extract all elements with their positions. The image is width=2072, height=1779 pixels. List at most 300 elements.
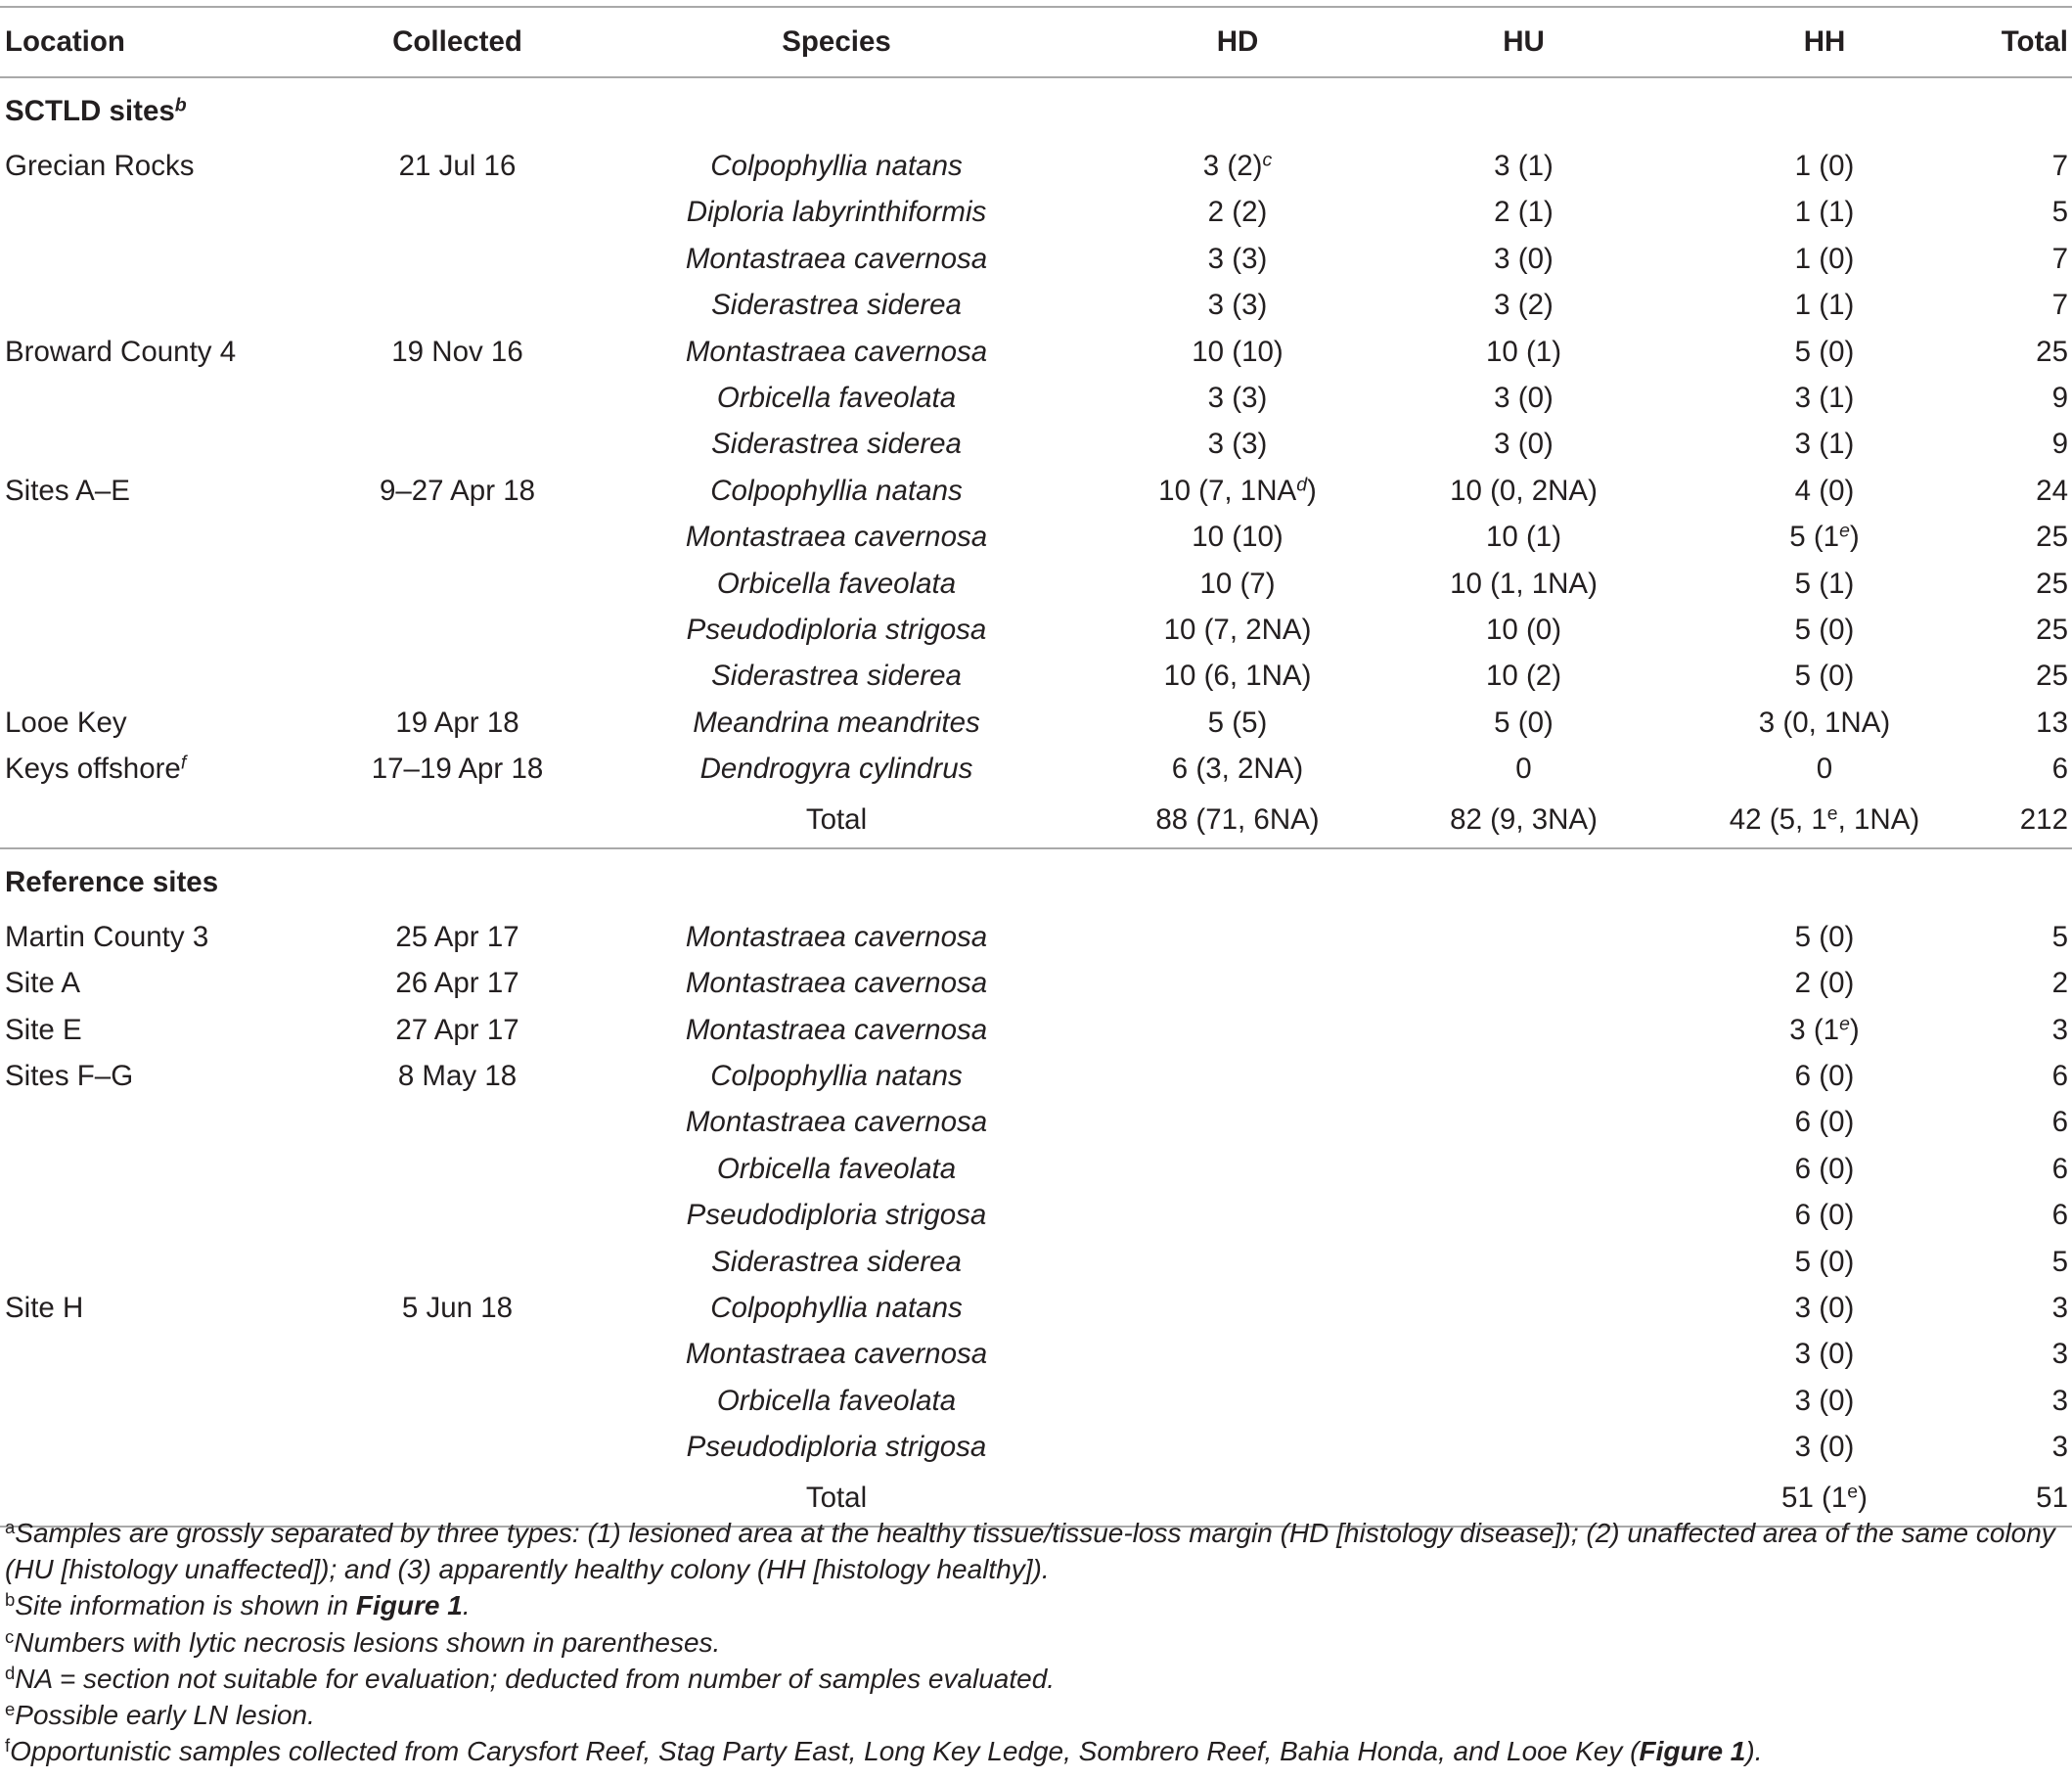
cell-species: [582, 421, 1091, 467]
cell-hu: [1384, 236, 1663, 282]
table-row: [0, 607, 2072, 653]
cell-collected: [333, 1285, 582, 1331]
cell-hh-text: 3 (1): [1794, 382, 1855, 415]
cell-hh: [1663, 793, 1986, 848]
cell-hu: [1384, 189, 1663, 235]
cell-location: [0, 375, 333, 421]
cell-hd: [1091, 468, 1384, 514]
cell-total: [1986, 1331, 2072, 1377]
cell-hu-text: 3 (0): [1494, 428, 1554, 461]
cell-hu: [1384, 421, 1663, 467]
cell-total-text: 5: [2051, 1245, 2068, 1278]
cell-hd-text: 10 (10): [1192, 335, 1284, 368]
cell-location-text: Looe Key: [5, 706, 127, 739]
footnote-marker: e: [1839, 1012, 1850, 1034]
cell-hh: [1663, 236, 1986, 282]
cell-species: [582, 700, 1091, 746]
cell-total: [1986, 1239, 2072, 1285]
cell-total-label-text: Total: [805, 802, 868, 836]
cell-hh-text: 3 (0): [1794, 1384, 1855, 1417]
cell-location: [0, 1424, 333, 1470]
cell-hh: [1663, 653, 1986, 699]
cell-total: [1986, 1378, 2072, 1424]
cell-hu: [1384, 1378, 1663, 1424]
cell-total: [1986, 468, 2072, 514]
cell-collected: [333, 514, 582, 560]
cell-species-text: Montastraea cavernosa: [685, 335, 988, 368]
cell-hh-text: 5 (0): [1794, 614, 1855, 647]
footnote-text: ).: [1745, 1736, 1763, 1767]
cell-hh-text: 5 (1: [1789, 521, 1840, 554]
cell-species: [582, 1424, 1091, 1470]
cell-species: [582, 1285, 1091, 1331]
cell-hu-text: 10 (1, 1NA): [1450, 567, 1598, 600]
cell-hd: [1091, 746, 1384, 792]
cell-location: [0, 1285, 333, 1331]
figure-reference: Figure 1: [355, 1590, 463, 1621]
table-row: [0, 746, 2072, 792]
cell-species-text: Colpophyllia natans: [710, 1059, 963, 1092]
cell-species-text: Meandrina meandrites: [693, 706, 980, 739]
cell-collected: [333, 1007, 582, 1053]
cell-hh: [1663, 1285, 1986, 1331]
cell-hd: [1091, 1192, 1384, 1238]
section-title: [0, 848, 2072, 914]
cell-species-text: Siderastrea siderea: [711, 660, 962, 693]
cell-hu: [1384, 1239, 1663, 1285]
cell-location: [0, 746, 333, 792]
cell-species-text: Pseudodiploria strigosa: [686, 614, 987, 647]
header-row: [0, 7, 2072, 77]
cell-collected: [333, 793, 582, 848]
cell-total-text: 3: [2051, 1338, 2068, 1371]
cell-collected-text: 27 Apr 17: [395, 1013, 519, 1046]
table-footnotes: [5, 1515, 2069, 1769]
cell-total: [1986, 1146, 2072, 1192]
header-hd: HD: [1091, 7, 1384, 77]
cell-hd: [1091, 329, 1384, 375]
cell-hh: [1663, 1146, 1986, 1192]
cell-collected: [333, 561, 582, 607]
cell-location-text: Broward County 4: [5, 335, 237, 368]
cell-hu-text: 5 (0): [1494, 706, 1554, 739]
cell-total-text: 25: [2036, 614, 2068, 647]
cell-hu: [1384, 1285, 1663, 1331]
cell-collected: [333, 1378, 582, 1424]
cell-total: [1986, 607, 2072, 653]
cell-species-text: Montastraea cavernosa: [685, 242, 988, 275]
cell-species: [582, 1239, 1091, 1285]
cell-total-text: 7: [2051, 289, 2068, 322]
cell-location-text: Grecian Rocks: [5, 150, 195, 182]
cell-total-text: 6: [2051, 1152, 2068, 1185]
header-collected: Collected: [333, 7, 582, 77]
cell-collected: [333, 1192, 582, 1238]
cell-collected: [333, 1146, 582, 1192]
cell-hu-text: 3 (1): [1494, 150, 1554, 182]
cell-total: [1986, 514, 2072, 560]
cell-hd: [1091, 700, 1384, 746]
cell-hu: [1384, 1053, 1663, 1099]
footnote-text: NA = section not suitable for evaluation; deducted from number of samples evaluated.: [15, 1663, 1056, 1694]
cell-species: [582, 1192, 1091, 1238]
section-title-text: SCTLD sites: [5, 95, 175, 127]
cell-collected-text: 8 May 18: [397, 1059, 518, 1092]
cell-hu: [1384, 375, 1663, 421]
cell-hd-text: 5 (5): [1207, 706, 1268, 739]
cell-collected-text: 25 Apr 17: [395, 920, 519, 953]
cell-hh: [1663, 421, 1986, 467]
cell-species-text: Siderastrea siderea: [711, 428, 962, 461]
cell-hh: [1663, 1239, 1986, 1285]
cell-collected-text: 9–27 Apr 18: [379, 474, 536, 507]
cell-hh: [1663, 746, 1986, 792]
cell-hd-text: 3 (3): [1207, 428, 1268, 461]
cell-collected: [333, 1239, 582, 1285]
cell-collected-text: 26 Apr 17: [395, 967, 519, 1000]
cell-hd-text: 3 (2): [1202, 150, 1263, 182]
table-row: [0, 914, 2072, 960]
footnote-text: Site information is shown in: [15, 1590, 356, 1621]
cell-hh-text: 1 (0): [1794, 150, 1855, 182]
cell-location: [0, 421, 333, 467]
cell-location: [0, 468, 333, 514]
cell-location: [0, 1239, 333, 1285]
cell-location-text: Keys offshore: [5, 753, 181, 786]
cell-hu-text: 10 (0): [1485, 614, 1562, 647]
cell-hu: [1384, 561, 1663, 607]
cell-location: [0, 700, 333, 746]
cell-hd: [1091, 282, 1384, 328]
cell-collected: [333, 700, 582, 746]
cell-collected: [333, 653, 582, 699]
cell-total: [1986, 421, 2072, 467]
footnote-marker: d: [1296, 474, 1308, 496]
cell-species: [582, 1053, 1091, 1099]
cell-species: [582, 189, 1091, 235]
footnote-mark: d: [5, 1662, 16, 1683]
cell-hh-text: 42 (5, 1: [1729, 802, 1827, 836]
cell-hh-text: 5 (0): [1794, 920, 1855, 953]
cell-species-text: Colpophyllia natans: [710, 150, 963, 182]
cell-location-text: Martin County 3: [5, 920, 209, 953]
cell-location: [0, 1053, 333, 1099]
cell-hd: [1091, 1331, 1384, 1377]
cell-hu: [1384, 468, 1663, 514]
cell-hd-text: 88 (71, 6NA): [1155, 802, 1320, 836]
cell-collected-text: 19 Nov 16: [391, 335, 523, 368]
total-row: [0, 793, 2072, 848]
cell-species: [582, 561, 1091, 607]
cell-hu: [1384, 914, 1663, 960]
cell-hd: [1091, 421, 1384, 467]
cell-species-text: Pseudodiploria strigosa: [686, 1199, 987, 1232]
table-row: [0, 236, 2072, 282]
data-table-container: [0, 6, 2072, 1528]
cell-total-text: 9: [2051, 428, 2068, 461]
cell-collected-text: 5 Jun 18: [401, 1291, 514, 1324]
table-row: [0, 143, 2072, 189]
header-species: Species: [582, 7, 1091, 77]
cell-location: [0, 282, 333, 328]
cell-location: [0, 236, 333, 282]
cell-species: [582, 375, 1091, 421]
cell-hu-text: 10 (0, 2NA): [1450, 474, 1598, 507]
cell-species: [582, 960, 1091, 1006]
cell-collected: [333, 375, 582, 421]
cell-species-text: Siderastrea siderea: [711, 1245, 962, 1278]
footnote-d: [5, 1661, 2069, 1697]
cell-location: [0, 653, 333, 699]
cell-total-text: 6: [2051, 1199, 2068, 1232]
cell-location: [0, 1192, 333, 1238]
footnote-marker: e: [1826, 801, 1838, 824]
cell-species: [582, 1099, 1091, 1145]
cell-hh: [1663, 1424, 1986, 1470]
cell-location: [0, 561, 333, 607]
cell-hh-text: 1 (0): [1794, 242, 1855, 275]
cell-hu: [1384, 1192, 1663, 1238]
cell-collected: [333, 1099, 582, 1145]
cell-total-text: 3: [2051, 1384, 2068, 1417]
cell-collected-text: 19 Apr 18: [395, 706, 519, 739]
cell-total: [1986, 1099, 2072, 1145]
cell-hd: [1091, 561, 1384, 607]
cell-hh-text: 4 (0): [1794, 474, 1855, 507]
cell-location-text: Site H: [5, 1291, 84, 1324]
table-row: [0, 282, 2072, 328]
cell-hu: [1384, 282, 1663, 328]
cell-collected-text: 21 Jul 16: [398, 150, 517, 182]
cell-hu: [1384, 1424, 1663, 1470]
cell-location: [0, 143, 333, 189]
cell-hd: [1091, 1424, 1384, 1470]
cell-hh-text: 6 (0): [1794, 1106, 1855, 1139]
table-row: [0, 1285, 2072, 1331]
cell-hu: [1384, 746, 1663, 792]
table-row: [0, 1053, 2072, 1099]
cell-hh: [1663, 1331, 1986, 1377]
cell-location: [0, 914, 333, 960]
cell-collected: [333, 960, 582, 1006]
cell-hh: [1663, 700, 1986, 746]
table-row: [0, 514, 2072, 560]
cell-species: [582, 468, 1091, 514]
cell-collected: [333, 607, 582, 653]
cell-location: [0, 514, 333, 560]
cell-collected: [333, 914, 582, 960]
cell-hh-text: 3 (0, 1NA): [1758, 706, 1891, 739]
cell-total-text: 25: [2036, 567, 2068, 600]
cell-collected: [333, 1331, 582, 1377]
sample-table: [0, 6, 2072, 1528]
cell-hh: [1663, 189, 1986, 235]
cell-species-text: Orbicella faveolata: [716, 382, 957, 415]
cell-hu-text: 10 (1): [1485, 335, 1562, 368]
cell-total: [1986, 1053, 2072, 1099]
cell-hh: [1663, 143, 1986, 189]
header-hu: HU: [1384, 7, 1663, 77]
cell-species: [582, 914, 1091, 960]
header-location: Location: [0, 7, 333, 77]
cell-total-text: 212: [2019, 802, 2068, 836]
table-row: [0, 1099, 2072, 1145]
cell-hd-text: 10 (7, 1NA: [1158, 474, 1297, 507]
cell-total: [1986, 1192, 2072, 1238]
section-title: [0, 77, 2072, 143]
cell-species-text: Pseudodiploria strigosa: [686, 1431, 987, 1464]
cell-species: [582, 1378, 1091, 1424]
cell-hh: [1663, 329, 1986, 375]
cell-hh: [1663, 1053, 1986, 1099]
cell-hd: [1091, 1099, 1384, 1145]
cell-total: [1986, 700, 2072, 746]
section-title-text: Reference sites: [5, 865, 219, 898]
cell-collected-text: 17–19 Apr 18: [371, 753, 544, 786]
table-row: [0, 375, 2072, 421]
cell-hh-text: 5 (0): [1794, 1245, 1855, 1278]
footnote-marker: c: [1262, 149, 1273, 171]
cell-hh-text: 3 (0): [1794, 1291, 1855, 1324]
cell-collected: [333, 1053, 582, 1099]
cell-hh-text: 5 (0): [1794, 660, 1855, 693]
footnote-b: [5, 1587, 2069, 1623]
cell-collected: [333, 282, 582, 328]
cell-species: [582, 329, 1091, 375]
cell-hh: [1663, 1378, 1986, 1424]
cell-total-text: 25: [2036, 335, 2068, 368]
cell-species-text: Diploria labyrinthiformis: [686, 196, 987, 229]
cell-total-text: 3: [2051, 1013, 2068, 1046]
cell-hh-text-after: ): [1849, 521, 1860, 554]
cell-location-text: Site A: [5, 967, 81, 1000]
cell-hh: [1663, 1192, 1986, 1238]
cell-hd: [1091, 1378, 1384, 1424]
table-row: [0, 1378, 2072, 1424]
cell-hh-text: 5 (0): [1794, 335, 1855, 368]
table-header: [0, 7, 2072, 77]
section-header-row: [0, 77, 2072, 143]
table-row: [0, 561, 2072, 607]
cell-species-text: Orbicella faveolata: [716, 567, 957, 600]
cell-hd-text: 3 (3): [1207, 382, 1268, 415]
cell-location: [0, 1146, 333, 1192]
footnote-mark: a: [5, 1516, 16, 1537]
cell-location: [0, 329, 333, 375]
cell-hh: [1663, 468, 1986, 514]
cell-location: [0, 1331, 333, 1377]
table-row: [0, 189, 2072, 235]
table-row: [0, 960, 2072, 1006]
cell-total-text: 13: [2036, 706, 2068, 739]
cell-species: [582, 282, 1091, 328]
cell-hu: [1384, 653, 1663, 699]
cell-hh: [1663, 375, 1986, 421]
cell-hh: [1663, 514, 1986, 560]
cell-hh-text: 3 (0): [1794, 1431, 1855, 1464]
table-row: [0, 700, 2072, 746]
cell-hd: [1091, 236, 1384, 282]
footnote-text: Samples are grossly separated by three types: (1) lesioned area at the healthy tissue/tissue-loss margin (HD [histology disease]); (2) unaffected area of the same colony (HU [histology unaffected]); and (3) apparently healthy colony (HH [histology healthy]).: [5, 1518, 2055, 1585]
cell-total-text: 51: [2036, 1481, 2068, 1514]
cell-hh-text: 5 (1): [1794, 567, 1855, 600]
cell-location-text: Sites F–G: [5, 1059, 134, 1092]
figure-reference: Figure 1: [1639, 1736, 1746, 1767]
cell-hd-text: 3 (3): [1207, 289, 1268, 322]
header-total: Total: [1986, 7, 2072, 77]
footnote-mark: c: [5, 1625, 15, 1647]
cell-total: [1986, 1285, 2072, 1331]
footnote-mark: e: [5, 1698, 16, 1719]
table-row: [0, 468, 2072, 514]
cell-hd: [1091, 1239, 1384, 1285]
cell-species-text: Orbicella faveolata: [716, 1152, 957, 1185]
cell-hd: [1091, 1146, 1384, 1192]
cell-collected: [333, 143, 582, 189]
cell-species-text: Orbicella faveolata: [716, 1384, 957, 1417]
cell-hu-text: 10 (1): [1485, 521, 1562, 554]
cell-total-text: 7: [2051, 150, 2068, 182]
cell-hh-text: 1 (1): [1794, 289, 1855, 322]
footnote-e: [5, 1697, 2069, 1733]
cell-hd: [1091, 914, 1384, 960]
cell-total-text: 24: [2036, 474, 2068, 507]
cell-location: [0, 960, 333, 1006]
cell-species: [582, 143, 1091, 189]
table-row: [0, 1007, 2072, 1053]
footnote-marker: e: [1847, 1480, 1859, 1502]
cell-hh: [1663, 607, 1986, 653]
cell-location-text: Site E: [5, 1013, 82, 1046]
cell-hu: [1384, 1007, 1663, 1053]
cell-collected: [333, 468, 582, 514]
cell-hu-text: 82 (9, 3NA): [1450, 802, 1598, 836]
cell-total: [1986, 653, 2072, 699]
cell-species-text: Montastraea cavernosa: [685, 920, 988, 953]
footnote-mark: f: [5, 1734, 11, 1756]
cell-collected: [333, 746, 582, 792]
cell-hu: [1384, 1331, 1663, 1377]
cell-collected: [333, 189, 582, 235]
footnote-marker: e: [1839, 520, 1850, 542]
cell-hd: [1091, 514, 1384, 560]
cell-hh-text: 51 (1: [1781, 1481, 1848, 1514]
cell-hd-text: 10 (10): [1192, 521, 1284, 554]
cell-total: [1986, 375, 2072, 421]
cell-hh-text-after: ): [1849, 1013, 1860, 1046]
cell-species: [582, 653, 1091, 699]
cell-species-text: Colpophyllia natans: [710, 1291, 963, 1324]
cell-species: [582, 746, 1091, 792]
cell-location: [0, 607, 333, 653]
cell-hh: [1663, 1007, 1986, 1053]
table-row: [0, 1239, 2072, 1285]
cell-hh-text: 2 (0): [1794, 967, 1855, 1000]
cell-total-text: 5: [2051, 920, 2068, 953]
table-row: [0, 329, 2072, 375]
cell-collected: [333, 1424, 582, 1470]
cell-hd-text: 3 (3): [1207, 242, 1268, 275]
cell-hh-text: 3 (0): [1794, 1338, 1855, 1371]
cell-total: [1986, 189, 2072, 235]
section-header-row: [0, 848, 2072, 914]
cell-species-text: Dendrogyra cylindrus: [699, 753, 973, 786]
cell-hu: [1384, 1099, 1663, 1145]
cell-hd: [1091, 793, 1384, 848]
cell-species: [582, 236, 1091, 282]
table-row: [0, 1192, 2072, 1238]
cell-total-text: 7: [2051, 242, 2068, 275]
